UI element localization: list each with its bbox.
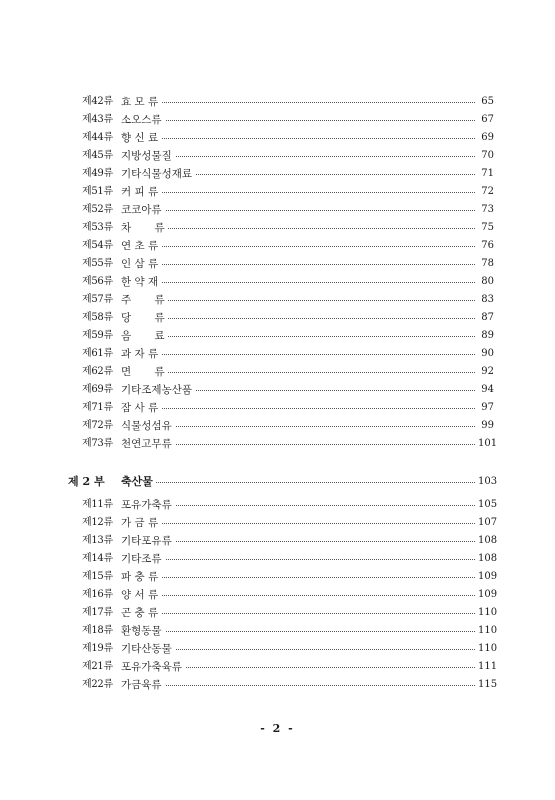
dot-leader: [121, 192, 477, 193]
toc-entry-title: 당 류: [121, 309, 168, 327]
toc-entry-number: 제58류: [82, 312, 113, 323]
toc-entry-title: 효 모 류: [121, 93, 161, 111]
dot-leader: [121, 595, 477, 596]
toc-entry-title: 주 류: [121, 291, 168, 309]
dot-leader: [121, 613, 477, 614]
toc-entry-title: 인 삼 류: [121, 255, 161, 273]
toc-entry-title: 파 충 류: [121, 568, 161, 586]
toc-entry-page: 108: [476, 550, 494, 568]
toc-entry: [0, 129, 555, 147]
toc-entry-number: 제11류: [82, 499, 113, 510]
toc-part-heading: [0, 473, 555, 491]
dot-leader: [121, 372, 477, 373]
toc-entry-page: 78: [476, 255, 494, 273]
toc-entry-title: 잠 사 류: [121, 399, 161, 417]
toc-entry: [0, 255, 555, 273]
toc-entry-page: 70: [476, 147, 494, 165]
toc-entry-number: 제22류: [82, 679, 113, 690]
toc-entry: [0, 363, 555, 381]
toc-entry: [0, 237, 555, 255]
toc-entry-page: 105: [476, 496, 494, 514]
dot-leader: [121, 559, 477, 560]
toc-part-page: 103: [476, 473, 494, 491]
toc-entry-page: 99: [476, 417, 494, 435]
toc-entry-page: 87: [476, 309, 494, 327]
toc-entry-page: 72: [476, 183, 494, 201]
toc-entry-page: 110: [476, 640, 494, 658]
toc-entry-number: 제59류: [82, 330, 113, 341]
toc-entry: [0, 309, 555, 327]
dot-leader: [121, 523, 477, 524]
toc-entry-number: 제43류: [82, 114, 113, 125]
toc-entry: [0, 532, 555, 550]
toc-entry-number: 제56류: [82, 276, 113, 287]
toc-entry-title: 기타식물성재료: [121, 165, 195, 183]
toc-entry-title: 커 피 류: [121, 183, 161, 201]
toc-entry: [0, 622, 555, 640]
toc-entry: [0, 201, 555, 219]
toc-entry: [0, 273, 555, 291]
toc-entry-number: 제21류: [82, 661, 113, 672]
toc-entry-page: 69: [476, 129, 494, 147]
toc-entry-number: 제57류: [82, 294, 113, 305]
toc-entry-title: 기타산동물: [121, 640, 175, 658]
toc-entry-title: 천연고무류: [121, 435, 175, 453]
dot-leader: [121, 685, 477, 686]
dot-leader: [121, 482, 477, 483]
toc-entry-title: 포유가축육류: [121, 658, 185, 676]
toc-part-number: 제 2 부: [68, 475, 105, 488]
dot-leader: [121, 577, 477, 578]
toc-entry-page: 107: [476, 514, 494, 532]
toc-entry-title: 지방성물질: [121, 147, 175, 165]
toc-entry-page: 80: [476, 273, 494, 291]
toc-entry-title: 향 신 료: [121, 129, 161, 147]
toc-entry: [0, 658, 555, 676]
toc-entry-title: 차 류: [121, 219, 168, 237]
dot-leader: [121, 210, 477, 211]
toc-entry: [0, 676, 555, 694]
toc-entry-title: 기타조제농산품: [121, 381, 195, 399]
toc-entry: [0, 640, 555, 658]
toc-entry: [0, 147, 555, 165]
toc-entry: [0, 496, 555, 514]
dot-leader: [121, 300, 477, 301]
toc-entry: [0, 381, 555, 399]
dot-leader: [121, 138, 477, 139]
toc-part-title: 축산물: [121, 473, 156, 491]
toc-entry-page: 89: [476, 327, 494, 345]
toc-entry-title: 식물성섬유: [121, 417, 175, 435]
toc-entry-page: 111: [476, 658, 494, 676]
toc-entry-title: 기타포유류: [121, 532, 175, 550]
toc-entry-number: 제55류: [82, 258, 113, 269]
toc-entry-title: 곤 충 류: [121, 604, 161, 622]
toc-entry-page: 108: [476, 532, 494, 550]
toc-entry-page: 110: [476, 604, 494, 622]
toc-entry: [0, 345, 555, 363]
toc-entry: [0, 93, 555, 111]
toc-entry-title: 기타조류: [121, 550, 165, 568]
toc-entry-title: 가금육류: [121, 676, 165, 694]
toc-entry: [0, 399, 555, 417]
toc-entry-page: 101: [476, 435, 494, 453]
toc-entry: [0, 111, 555, 129]
toc-entry-number: 제72류: [82, 420, 113, 431]
dot-leader: [121, 120, 477, 121]
dot-leader: [121, 354, 477, 355]
toc-entry-page: 92: [476, 363, 494, 381]
toc-entry: [0, 514, 555, 532]
toc-entry-title: 코코아류: [121, 201, 165, 219]
toc-entry-number: 제61류: [82, 348, 113, 359]
toc-entry-number: 제49류: [82, 168, 113, 179]
toc-entry-page: 109: [476, 586, 494, 604]
toc-entry-number: 제15류: [82, 571, 113, 582]
toc-entry-title: 음 료: [121, 327, 168, 345]
toc-entry-number: 제45류: [82, 150, 113, 161]
toc-entry-title: 환형동물: [121, 622, 165, 640]
toc-entry-title: 소오스류: [121, 111, 165, 129]
dot-leader: [121, 102, 477, 103]
toc-entry-page: 76: [476, 237, 494, 255]
toc-entry: [0, 604, 555, 622]
dot-leader: [121, 264, 477, 265]
toc-entry: [0, 165, 555, 183]
toc-entry-number: 제18류: [82, 625, 113, 636]
toc-entry-title: 한 약 재: [121, 273, 161, 291]
toc-entry-number: 제12류: [82, 517, 113, 528]
toc-entry-number: 제14류: [82, 553, 113, 564]
toc-entry-page: 73: [476, 201, 494, 219]
toc-entry: [0, 435, 555, 453]
toc-entry: [0, 183, 555, 201]
toc-entry-page: 109: [476, 568, 494, 586]
toc-entry-number: 제52류: [82, 204, 113, 215]
toc-entry-title: 면 류: [121, 363, 168, 381]
toc-entry-page: 71: [476, 165, 494, 183]
dot-leader: [121, 282, 477, 283]
toc-entry: [0, 219, 555, 237]
dot-leader: [121, 246, 477, 247]
toc-entry-number: 제19류: [82, 643, 113, 654]
toc-entry: [0, 291, 555, 309]
page-number-footer: - 2 -: [260, 722, 295, 735]
toc-entry-page: 94: [476, 381, 494, 399]
toc-entry-page: 75: [476, 219, 494, 237]
toc-entry-number: 제13류: [82, 535, 113, 546]
toc-entry-page: 115: [476, 676, 494, 694]
toc-entry: [0, 327, 555, 345]
toc-entry-number: 제16류: [82, 589, 113, 600]
toc-entry-number: 제17류: [82, 607, 113, 618]
toc-entry: [0, 417, 555, 435]
toc-entry-number: 제53류: [82, 222, 113, 233]
toc-entry-number: 제44류: [82, 132, 113, 143]
toc-entry-page: 97: [476, 399, 494, 417]
toc-entry-title: 양 서 류: [121, 586, 161, 604]
toc-entry-number: 제54류: [82, 240, 113, 251]
toc-entry-number: 제71류: [82, 402, 113, 413]
toc-entry-page: 67: [476, 111, 494, 129]
toc-entry-number: 제73류: [82, 438, 113, 449]
toc-entry-number: 제42류: [82, 96, 113, 107]
dot-leader: [121, 318, 477, 319]
toc-entry-page: 65: [476, 93, 494, 111]
toc-entry-title: 연 초 류: [121, 237, 161, 255]
toc-entry-page: 110: [476, 622, 494, 640]
dot-leader: [121, 408, 477, 409]
toc-entry-page: 83: [476, 291, 494, 309]
dot-leader: [121, 228, 477, 229]
toc-entry: [0, 568, 555, 586]
dot-leader: [121, 631, 477, 632]
dot-leader: [121, 336, 477, 337]
toc-entry-number: 제69류: [82, 384, 113, 395]
toc-entry-title: 가 금 류: [121, 514, 161, 532]
toc-entry-title: 포유가축류: [121, 496, 175, 514]
toc-entry-number: 제62류: [82, 366, 113, 377]
toc-entry-number: 제51류: [82, 186, 113, 197]
toc-entry-title: 과 자 류: [121, 345, 161, 363]
toc-entry-page: 90: [476, 345, 494, 363]
toc-entry: [0, 550, 555, 568]
toc-entry: [0, 586, 555, 604]
